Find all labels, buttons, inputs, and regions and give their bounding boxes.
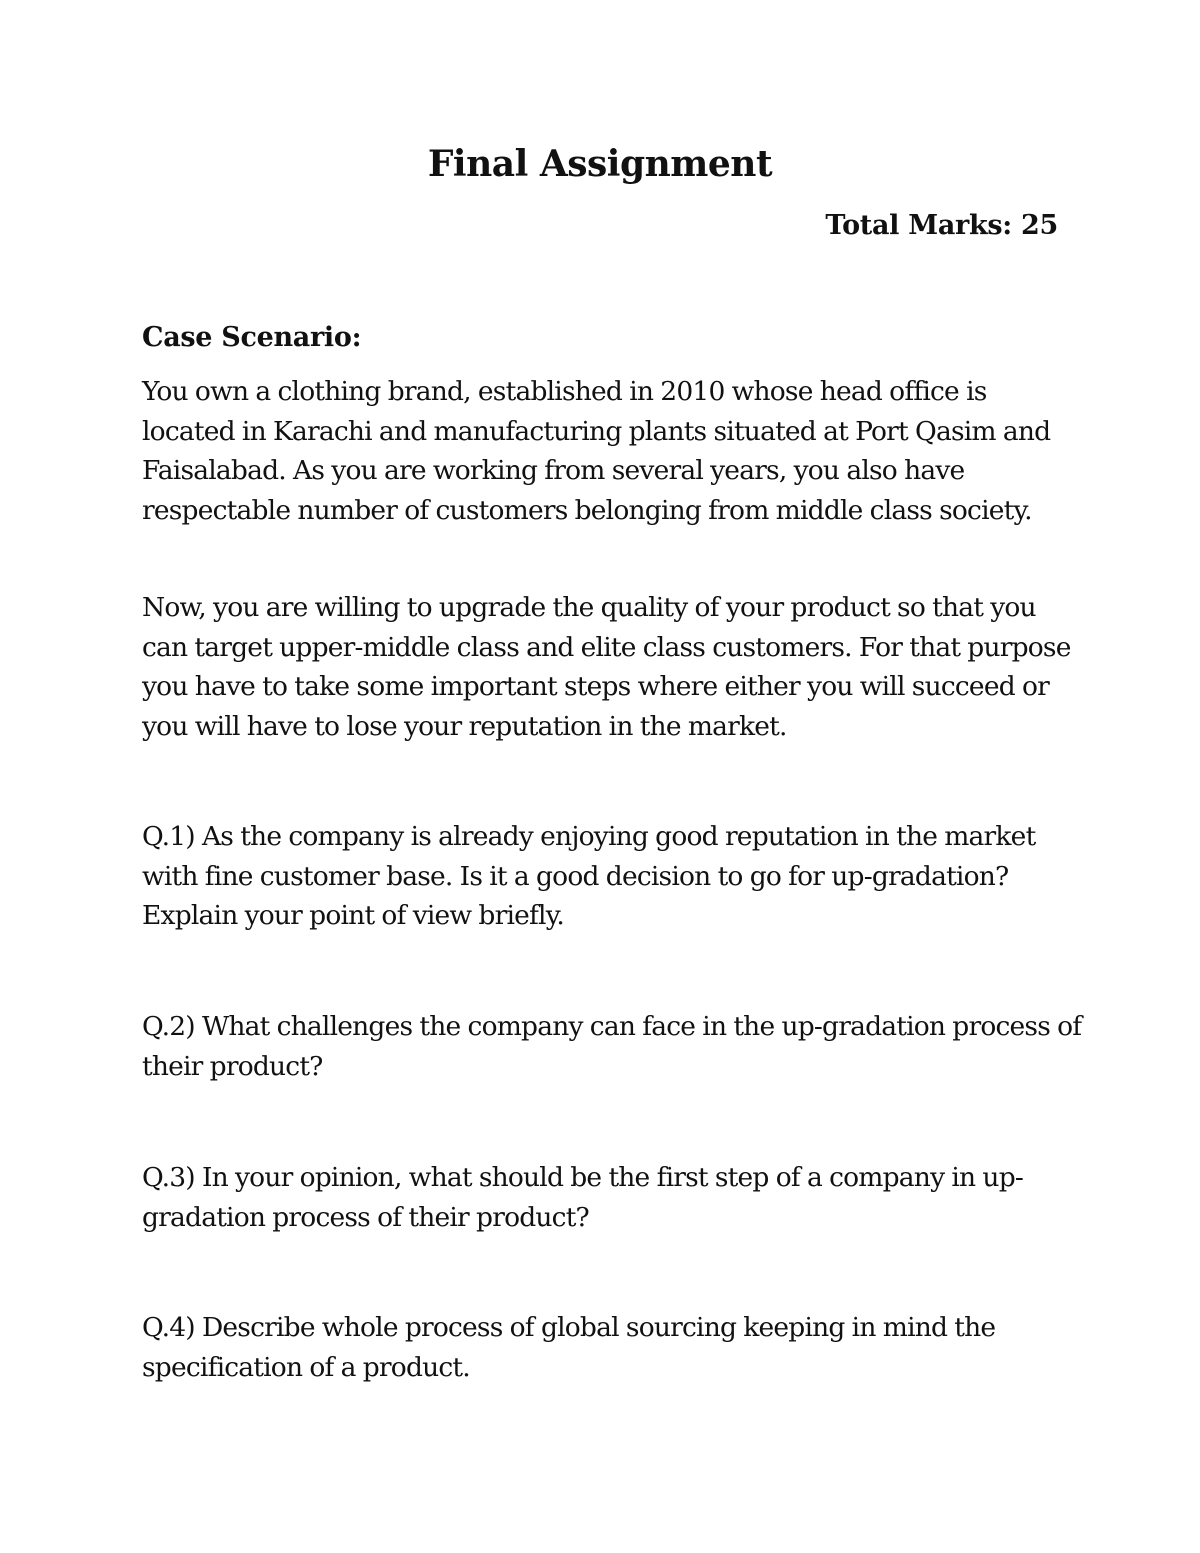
- document-title: Final Assignment: [427, 143, 773, 185]
- question-3: Q.3) In your opinion, what should be the first step of a company in up-gradation process of their product?: [142, 1162, 1024, 1233]
- question-2: Q.2) What challenges the company can face in the up-gradation process of their product?: [142, 1011, 1082, 1082]
- scenario-paragraph: Now, you are willing to upgrade the quality of your product so that you can target upper-middle class and elite class customers. For that purpose you have to take some important steps where either you will succeed or you will have to lose your reputation in the market.: [142, 592, 1071, 742]
- case-scenario-heading: Case Scenario:: [142, 322, 362, 353]
- question-4: Q.4) Describe whole process of global sourcing keeping in mind the specification of a product.: [142, 1312, 996, 1383]
- total-marks: Total Marks: 25: [825, 210, 1058, 241]
- scenario-paragraph: You own a clothing brand, established in 2010 whose head office is located in Karachi and manufacturing plants situated at Port Qasim and Faisalabad. As you are working from several years, you also have respectable number of customers belonging from middle class society.: [142, 376, 1051, 526]
- question-1: Q.1) As the company is already enjoying good reputation in the market with fine customer base. Is it a good decision to go for up-gradation? Explain your point of view briefly.: [142, 821, 1036, 931]
